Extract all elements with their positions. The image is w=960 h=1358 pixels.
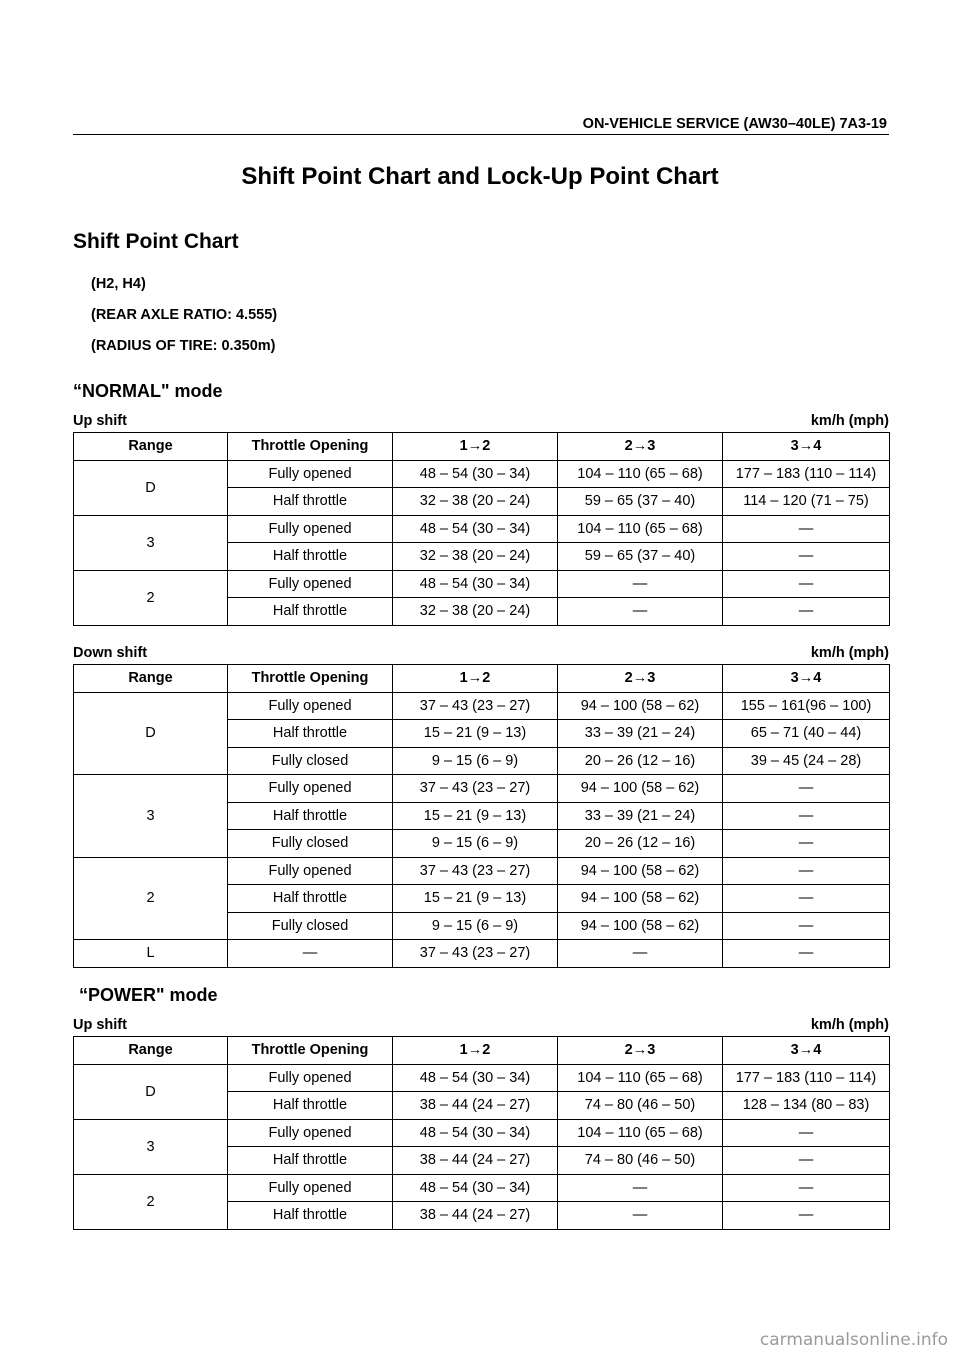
throttle-cell: Fully opened: [228, 1064, 393, 1092]
table-row: [74, 1064, 890, 1092]
shift-2-3-cell: 94 – 100 (58 – 62): [558, 912, 723, 940]
normal-mode-title: “NORMAL" mode: [73, 381, 223, 401]
caption-unit: km/h (mph): [810, 1017, 889, 1033]
shift-1-2-cell: 32 – 38 (20 – 24): [393, 488, 558, 516]
throttle-header: Throttle Opening: [228, 665, 393, 693]
table-row: [74, 1119, 890, 1147]
shift-2-3-cell: 74 – 80 (46 – 50): [558, 1092, 723, 1120]
throttle-cell: Fully closed: [228, 747, 393, 775]
shift-1-2-cell: 48 – 54 (30 – 34): [393, 1119, 558, 1147]
shift-3-4-cell: —: [723, 1174, 890, 1202]
shift-3-4-header: 3→4: [723, 665, 890, 693]
throttle-cell: Half throttle: [228, 720, 393, 748]
table-row: [74, 692, 890, 720]
shift-2-3-cell: 74 – 80 (46 – 50): [558, 1147, 723, 1175]
caption-unit: km/h (mph): [810, 413, 889, 429]
shift-3-4-cell: —: [723, 1147, 890, 1175]
shift-3-4-cell: —: [723, 912, 890, 940]
shift-2-3-cell: 33 – 39 (21 – 24): [558, 802, 723, 830]
shift-3-4-cell: 177 – 183 (110 – 114): [723, 1064, 890, 1092]
shift-2-3-cell: 33 – 39 (21 – 24): [558, 720, 723, 748]
shift-2-3-cell: 94 – 100 (58 – 62): [558, 885, 723, 913]
shift-3-4-cell: 39 – 45 (24 – 28): [723, 747, 890, 775]
shift-2-3-cell: —: [558, 1202, 723, 1230]
range-cell: 3: [74, 515, 228, 570]
shift-3-4-cell: —: [723, 857, 890, 885]
normal-upshift-table: [73, 432, 890, 626]
shift-2-3-cell: —: [558, 598, 723, 626]
shift-1-2-cell: 48 – 54 (30 – 34): [393, 460, 558, 488]
shift-1-2-header: 1→2: [393, 665, 558, 693]
range-cell: 2: [74, 1174, 228, 1229]
shift-1-2-cell: 37 – 43 (23 – 27): [393, 857, 558, 885]
throttle-cell: Fully opened: [228, 775, 393, 803]
table-row: [74, 857, 890, 885]
caption-label: Down shift: [73, 645, 148, 661]
shift-2-3-cell: —: [558, 570, 723, 598]
shift-1-2-cell: 48 – 54 (30 – 34): [393, 1064, 558, 1092]
page-header: ON-VEHICLE SERVICE (AW30–40LE) 7A3-19: [582, 116, 887, 132]
normal-upshift-caption: [73, 413, 889, 429]
throttle-cell: Fully opened: [228, 515, 393, 543]
shift-3-4-cell: —: [723, 598, 890, 626]
shift-3-4-cell: —: [723, 1202, 890, 1230]
section-title: Shift Point Chart: [73, 230, 239, 253]
shift-3-4-cell: 65 – 71 (40 – 44): [723, 720, 890, 748]
table-row: [74, 775, 890, 803]
shift-1-2-cell: 38 – 44 (24 – 27): [393, 1147, 558, 1175]
caption-unit: km/h (mph): [810, 645, 889, 661]
shift-1-2-cell: 38 – 44 (24 – 27): [393, 1092, 558, 1120]
spec-tire-radius: (RADIUS OF TIRE: 0.350m): [91, 338, 276, 354]
range-cell: D: [74, 460, 228, 515]
throttle-header: Throttle Opening: [228, 1037, 393, 1065]
range-cell: 3: [74, 1119, 228, 1174]
throttle-cell: Half throttle: [228, 885, 393, 913]
throttle-cell: Half throttle: [228, 1147, 393, 1175]
shift-1-2-cell: 37 – 43 (23 – 27): [393, 692, 558, 720]
table-row: [74, 940, 890, 968]
shift-1-2-cell: 48 – 54 (30 – 34): [393, 515, 558, 543]
shift-2-3-cell: 94 – 100 (58 – 62): [558, 692, 723, 720]
table-row: [74, 460, 890, 488]
range-cell: L: [74, 940, 228, 968]
throttle-cell: Half throttle: [228, 1202, 393, 1230]
range-header: Range: [74, 1037, 228, 1065]
table-row: [74, 1174, 890, 1202]
range-cell: 2: [74, 857, 228, 940]
header-row: [74, 665, 890, 693]
shift-2-3-header: 2→3: [558, 433, 723, 461]
throttle-cell: Fully closed: [228, 830, 393, 858]
watermark: carmanualsonline.info: [759, 1330, 948, 1350]
shift-3-4-header: 3→4: [723, 1037, 890, 1065]
throttle-cell: Fully opened: [228, 1119, 393, 1147]
shift-3-4-cell: —: [723, 802, 890, 830]
shift-1-2-cell: 9 – 15 (6 – 9): [393, 830, 558, 858]
shift-3-4-cell: —: [723, 543, 890, 571]
throttle-cell: Half throttle: [228, 488, 393, 516]
throttle-cell: Fully opened: [228, 692, 393, 720]
power-upshift-table: [73, 1036, 890, 1230]
shift-3-4-cell: 128 – 134 (80 – 83): [723, 1092, 890, 1120]
range-cell: D: [74, 1064, 228, 1119]
page-title: Shift Point Chart and Lock-Up Point Chart: [241, 163, 719, 190]
table-row: [74, 515, 890, 543]
throttle-cell: Fully opened: [228, 857, 393, 885]
shift-3-4-cell: —: [723, 830, 890, 858]
shift-1-2-cell: 32 – 38 (20 – 24): [393, 598, 558, 626]
shift-2-3-header: 2→3: [558, 1037, 723, 1065]
throttle-header: Throttle Opening: [228, 433, 393, 461]
shift-1-2-header: 1→2: [393, 433, 558, 461]
power-upshift-caption: [73, 1017, 889, 1033]
range-cell: D: [74, 692, 228, 775]
shift-1-2-cell: 48 – 54 (30 – 34): [393, 1174, 558, 1202]
shift-3-4-cell: 155 – 161(96 – 100): [723, 692, 890, 720]
shift-1-2-cell: 37 – 43 (23 – 27): [393, 775, 558, 803]
shift-2-3-cell: —: [558, 940, 723, 968]
shift-2-3-cell: 20 – 26 (12 – 16): [558, 747, 723, 775]
throttle-cell: —: [228, 940, 393, 968]
shift-1-2-cell: 37 – 43 (23 – 27): [393, 940, 558, 968]
header-rule: [73, 134, 889, 135]
throttle-cell: Half throttle: [228, 802, 393, 830]
normal-downshift-table: [73, 664, 890, 968]
shift-2-3-cell: —: [558, 1174, 723, 1202]
shift-1-2-cell: 15 – 21 (9 – 13): [393, 802, 558, 830]
shift-1-2-header: 1→2: [393, 1037, 558, 1065]
shift-2-3-cell: 104 – 110 (65 – 68): [558, 1119, 723, 1147]
shift-1-2-cell: 32 – 38 (20 – 24): [393, 543, 558, 571]
shift-2-3-cell: 104 – 110 (65 – 68): [558, 515, 723, 543]
shift-2-3-header: 2→3: [558, 665, 723, 693]
shift-1-2-cell: 15 – 21 (9 – 13): [393, 885, 558, 913]
shift-3-4-header: 3→4: [723, 433, 890, 461]
range-header: Range: [74, 433, 228, 461]
shift-3-4-cell: —: [723, 775, 890, 803]
throttle-cell: Half throttle: [228, 543, 393, 571]
table-row: [74, 570, 890, 598]
throttle-cell: Fully closed: [228, 912, 393, 940]
shift-1-2-cell: 38 – 44 (24 – 27): [393, 1202, 558, 1230]
shift-2-3-cell: 20 – 26 (12 – 16): [558, 830, 723, 858]
shift-3-4-cell: —: [723, 515, 890, 543]
throttle-cell: Half throttle: [228, 1092, 393, 1120]
shift-2-3-cell: 94 – 100 (58 – 62): [558, 775, 723, 803]
normal-downshift-caption: [73, 645, 889, 661]
shift-3-4-cell: 177 – 183 (110 – 114): [723, 460, 890, 488]
range-cell: 2: [74, 570, 228, 625]
range-cell: 3: [74, 775, 228, 858]
caption-label: Up shift: [73, 413, 127, 429]
range-header: Range: [74, 665, 228, 693]
shift-3-4-cell: —: [723, 570, 890, 598]
header-row: [74, 433, 890, 461]
shift-1-2-cell: 15 – 21 (9 – 13): [393, 720, 558, 748]
throttle-cell: Fully opened: [228, 570, 393, 598]
header-row: [74, 1037, 890, 1065]
throttle-cell: Fully opened: [228, 1174, 393, 1202]
shift-1-2-cell: 9 – 15 (6 – 9): [393, 747, 558, 775]
shift-2-3-cell: 104 – 110 (65 – 68): [558, 1064, 723, 1092]
caption-label: Up shift: [73, 1017, 127, 1033]
shift-2-3-cell: 104 – 110 (65 – 68): [558, 460, 723, 488]
shift-2-3-cell: 59 – 65 (37 – 40): [558, 488, 723, 516]
shift-3-4-cell: 114 – 120 (71 – 75): [723, 488, 890, 516]
shift-3-4-cell: —: [723, 885, 890, 913]
shift-2-3-cell: 59 – 65 (37 – 40): [558, 543, 723, 571]
shift-2-3-cell: 94 – 100 (58 – 62): [558, 857, 723, 885]
throttle-cell: Half throttle: [228, 598, 393, 626]
spec-axle-ratio: (REAR AXLE RATIO: 4.555): [91, 307, 278, 323]
spec-model: (H2, H4): [91, 276, 146, 292]
throttle-cell: Fully opened: [228, 460, 393, 488]
shift-1-2-cell: 9 – 15 (6 – 9): [393, 912, 558, 940]
shift-3-4-cell: —: [723, 940, 890, 968]
shift-3-4-cell: —: [723, 1119, 890, 1147]
shift-1-2-cell: 48 – 54 (30 – 34): [393, 570, 558, 598]
power-mode-title: “POWER" mode: [79, 985, 218, 1005]
